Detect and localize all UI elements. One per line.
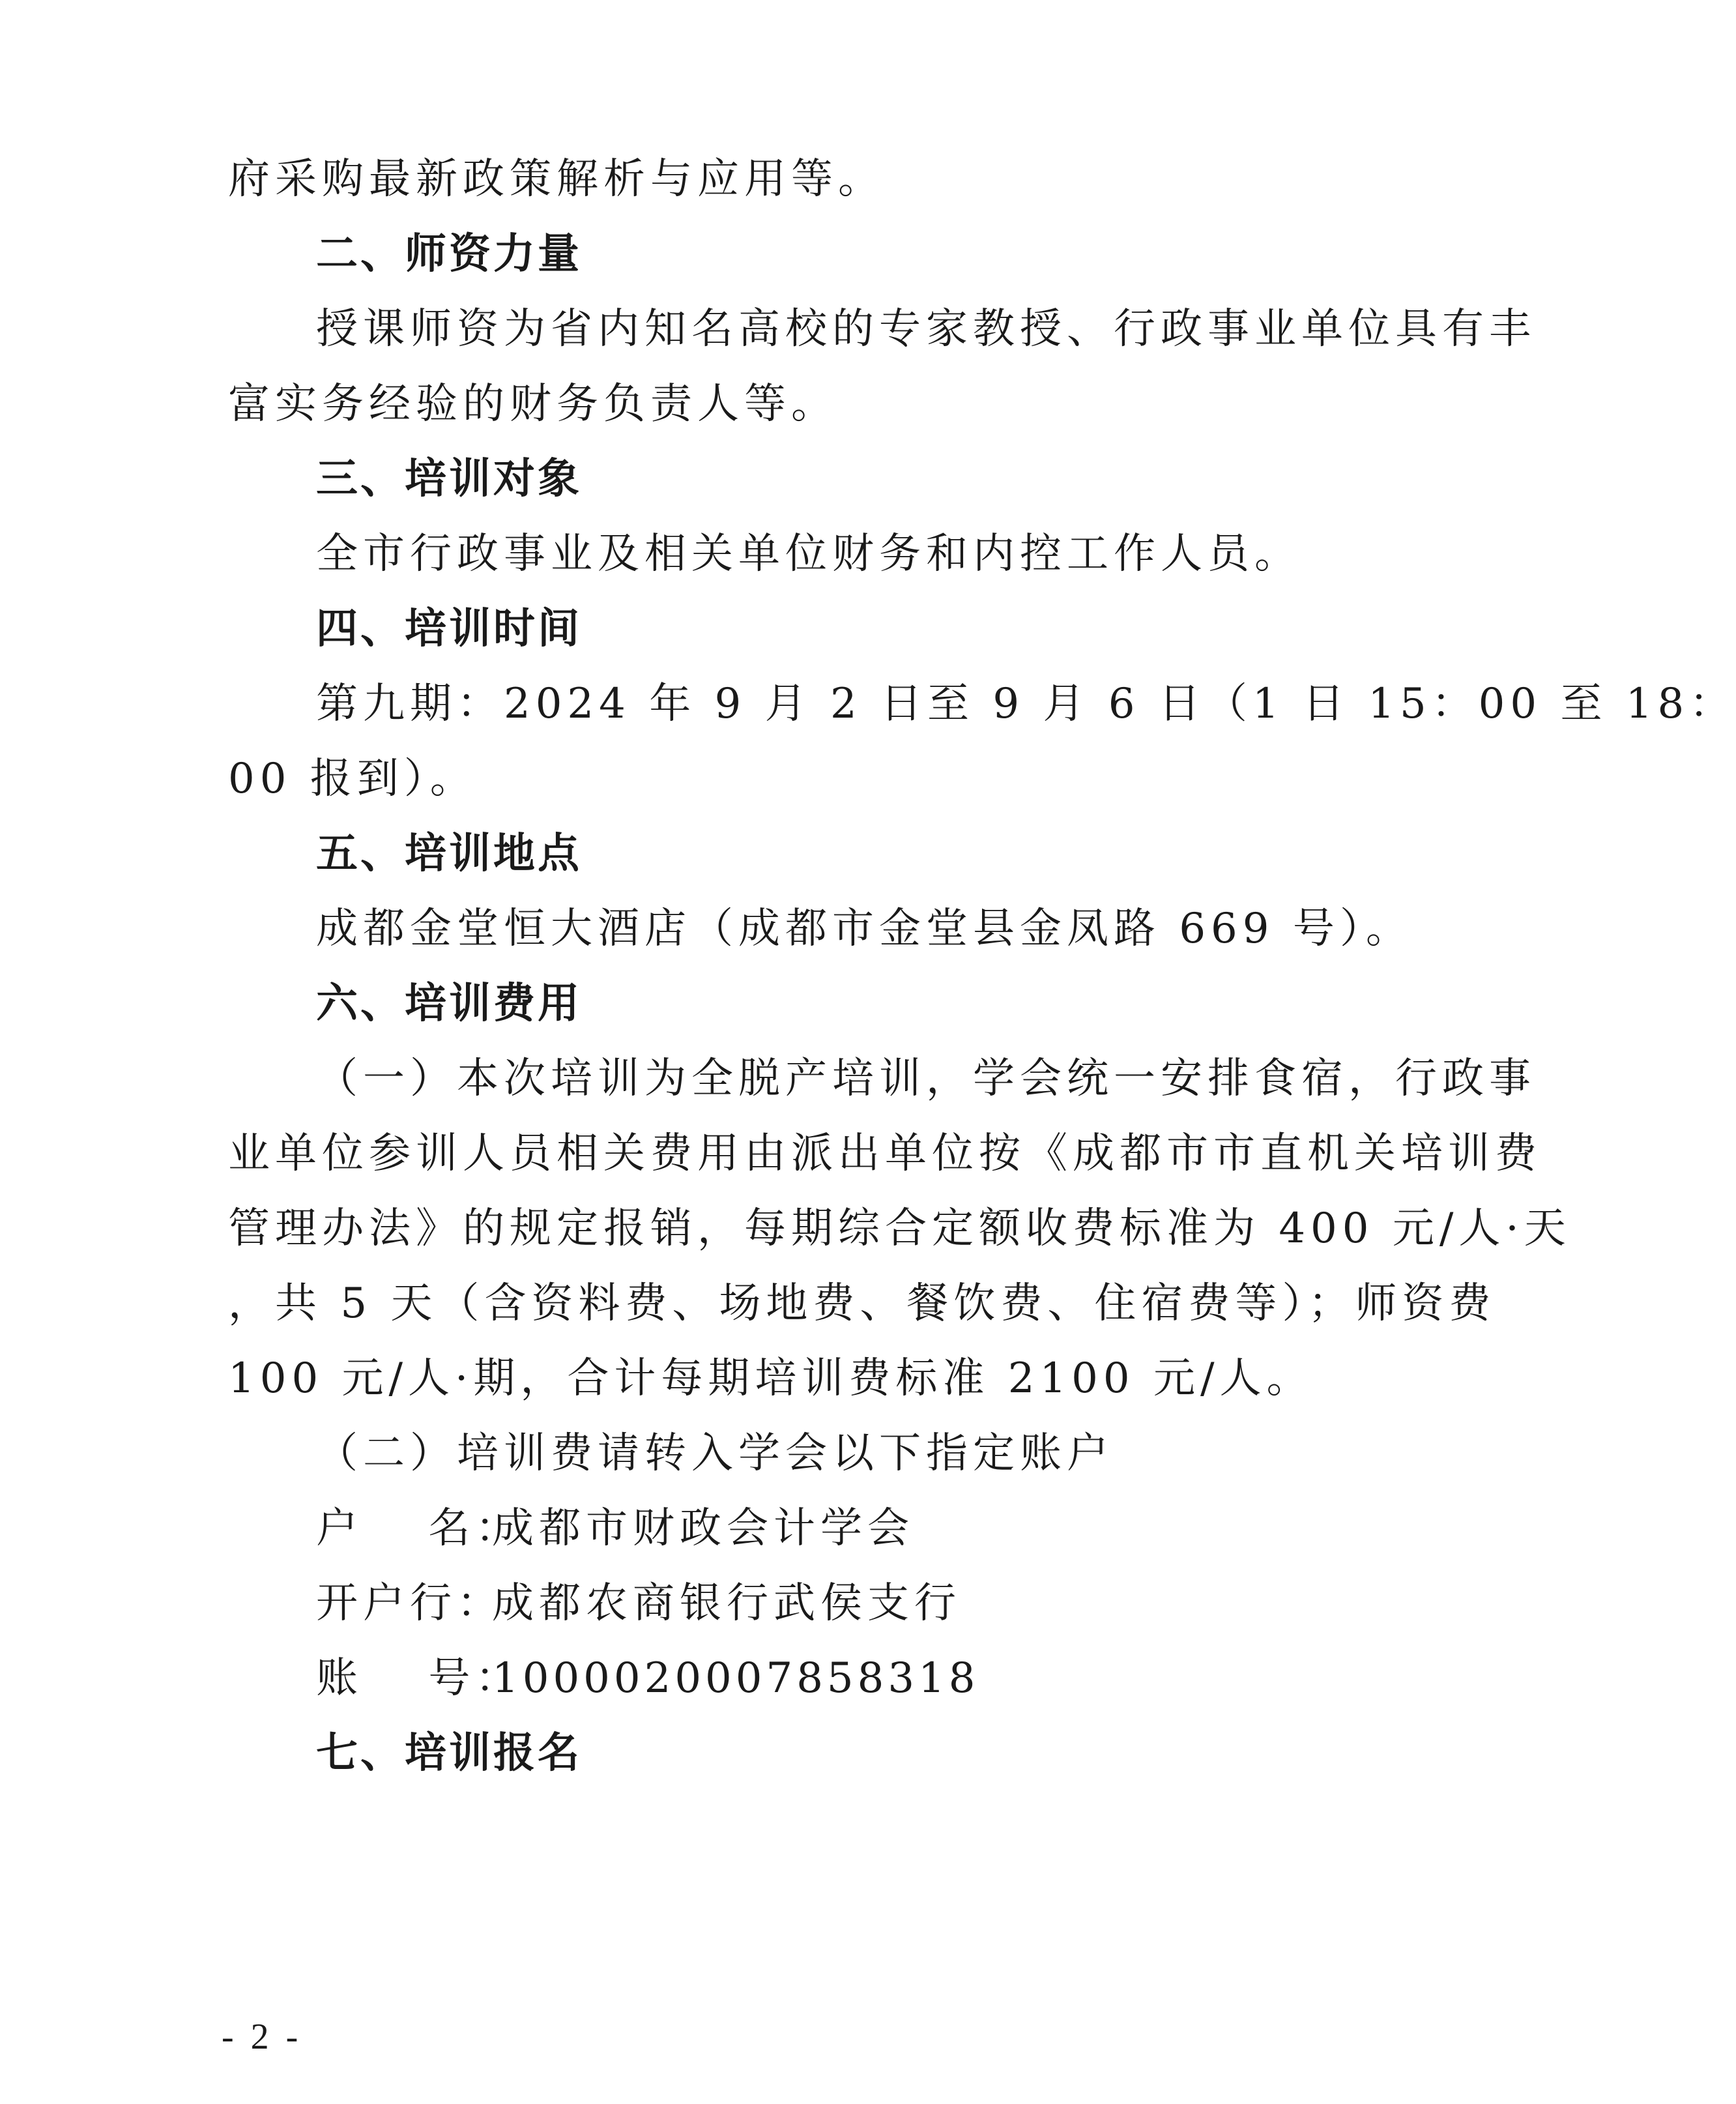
paragraph-line: （一）本次培训为全脱产培训，学会统一安排食宿，行政事: [316, 1055, 1536, 1103]
paragraph-line: 全市行政事业及相关单位财务和内控工作人员。: [316, 530, 1301, 578]
section-heading-registration: 七、培训报名: [316, 1729, 582, 1777]
account-number-row: [316, 1652, 1453, 1704]
section-heading-time: 四、培训时间: [316, 605, 582, 653]
paragraph-line: 00 报到）。: [228, 755, 477, 803]
account-number-value: 1000020007858318: [492, 1654, 979, 1702]
section-heading-audience: 三、培训对象: [316, 455, 582, 503]
paragraph-line: 富实务经验的财务负责人等。: [228, 380, 838, 428]
paragraph-line: （二）培训费请转入学会以下指定账户: [316, 1429, 1114, 1478]
account-number-label: 账 号：: [316, 1654, 523, 1702]
paragraph-line: 成都金堂恒大酒店（成都市金堂县金凤路 669 号）。: [316, 905, 1413, 953]
account-bank-row: [316, 1577, 1453, 1629]
paragraph-line: 府采购最新政策解析与应用等。: [228, 155, 885, 203]
paragraph-line: ，共 5 天（含资料费、场地费、餐饮费、住宿费等）；师资费: [228, 1279, 1496, 1328]
page-number: - 2 -: [222, 2017, 302, 2057]
section-heading-location: 五、培训地点: [316, 830, 582, 878]
paragraph-line: 授课师资为省内知名高校的专家教授、行政事业单位具有丰: [316, 305, 1536, 353]
paragraph-line: 100 元/人·期，合计每期培训费标准 2100 元/人。: [228, 1354, 1314, 1403]
account-name-row: [316, 1502, 1453, 1555]
section-heading-fees: 六、培训费用: [316, 980, 582, 1028]
account-bank-label: 开户行：: [316, 1579, 504, 1628]
section-heading-faculty: 二、师资力量: [316, 230, 582, 278]
paragraph-line: 业单位参训人员相关费用由派出单位按《成都市市直机关培训费: [228, 1130, 1542, 1178]
account-name-value: 成都市财政会计学会: [492, 1504, 914, 1553]
account-bank-value: 成都农商银行武侯支行: [492, 1579, 961, 1628]
paragraph-line: 管理办法》的规定报销，每期综合定额收费标准为 400 元/人·天: [228, 1205, 1571, 1253]
paragraph-line: 第九期：2024 年 9 月 2 日至 9 月 6 日（1 日 15：00 至 18：: [316, 680, 1736, 728]
account-name-label: 户 名：: [316, 1504, 523, 1553]
